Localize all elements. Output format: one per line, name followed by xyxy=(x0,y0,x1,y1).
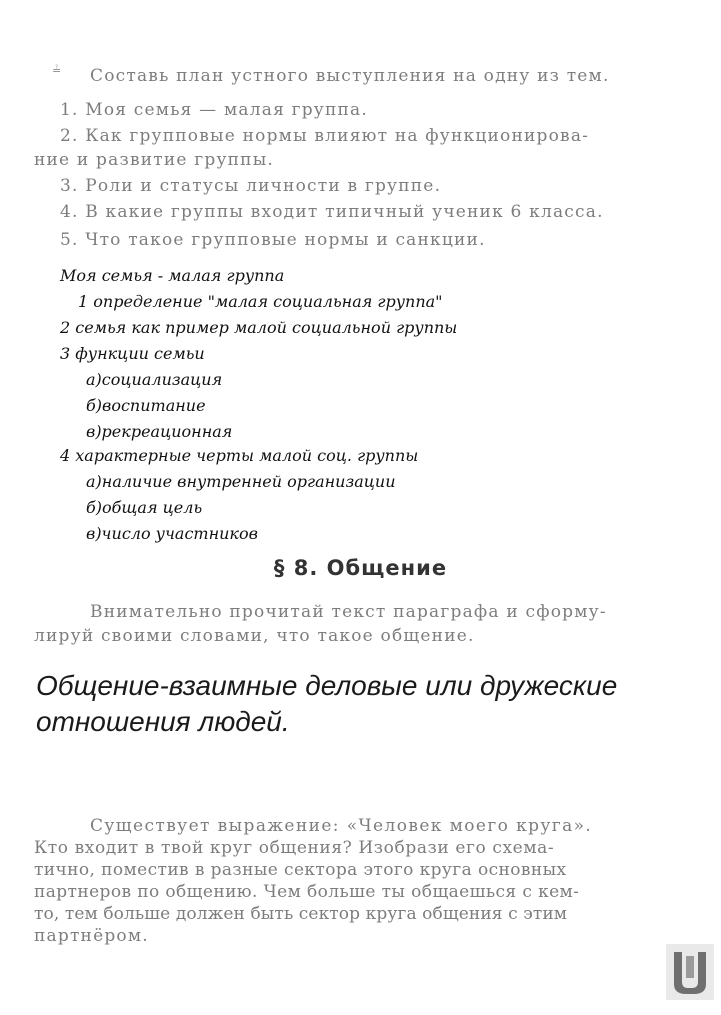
task3-line: тично, поместив в разные сектора этого круга основных xyxy=(34,860,567,880)
task1-topic-5: 5. Что такое групповые нормы и санкции. xyxy=(60,230,486,250)
plan-line: б)воспитание xyxy=(86,396,206,415)
task1-topic-2: 2. Как групповые нормы влияют на функционирова- xyxy=(60,126,590,146)
plan-line: 1 определение "малая социальная группа" xyxy=(78,292,443,311)
task1-topic-3: 3. Роли и статусы личности в группе. xyxy=(60,176,442,196)
watermark-logo-icon xyxy=(664,940,716,1002)
definition-answer-line: Общение-взаимные деловые или дружеские xyxy=(36,670,618,701)
task3-line: Существует выражение: «Человек моего круга». xyxy=(90,816,593,836)
task1-intro: Составь план устного выступления на одну из тем. xyxy=(90,66,610,86)
plan-line: 3 функции семьи xyxy=(60,344,205,363)
task1-topic-1: 1. Моя семья — малая группа. xyxy=(60,100,368,120)
plan-line: в)рекреационная xyxy=(86,422,233,441)
plan-line: б)общая цель xyxy=(86,498,203,517)
task3-line: партнёром. xyxy=(34,926,149,946)
task1-topic-4: 4. В какие группы входит типичный ученик 6 класса. xyxy=(60,202,604,222)
plan-line: 2 семья как пример малой социальной группы xyxy=(60,318,458,337)
plan-line: 4 характерные черты малой соц. группы xyxy=(60,446,419,465)
task2-line: лируй своими словами, что такое общение. xyxy=(34,626,475,646)
task3-line: то, тем больше должен быть сектор круга общения с этим xyxy=(34,904,568,924)
plan-line: Моя семья - малая группа xyxy=(60,266,285,285)
plan-line: в)число участников xyxy=(86,524,258,543)
task3-line: партнеров по общению. Чем больше ты общаешься с кем- xyxy=(34,882,580,902)
definition-answer-line: отношения людей. xyxy=(36,706,290,737)
task2-line: Внимательно прочитай текст параграфа и сформу- xyxy=(90,602,607,622)
plan-line: а)наличие внутренней организации xyxy=(86,472,396,491)
task3-line: Кто входит в твой круг общения? Изобрази его схема- xyxy=(34,838,555,858)
section-title: § 8. Общение xyxy=(273,556,448,580)
task1-topic-2-cont: ние и развитие группы. xyxy=(34,150,275,170)
plan-line: а)социализация xyxy=(86,370,223,389)
task-marker-icon: ≟ xyxy=(52,64,62,77)
